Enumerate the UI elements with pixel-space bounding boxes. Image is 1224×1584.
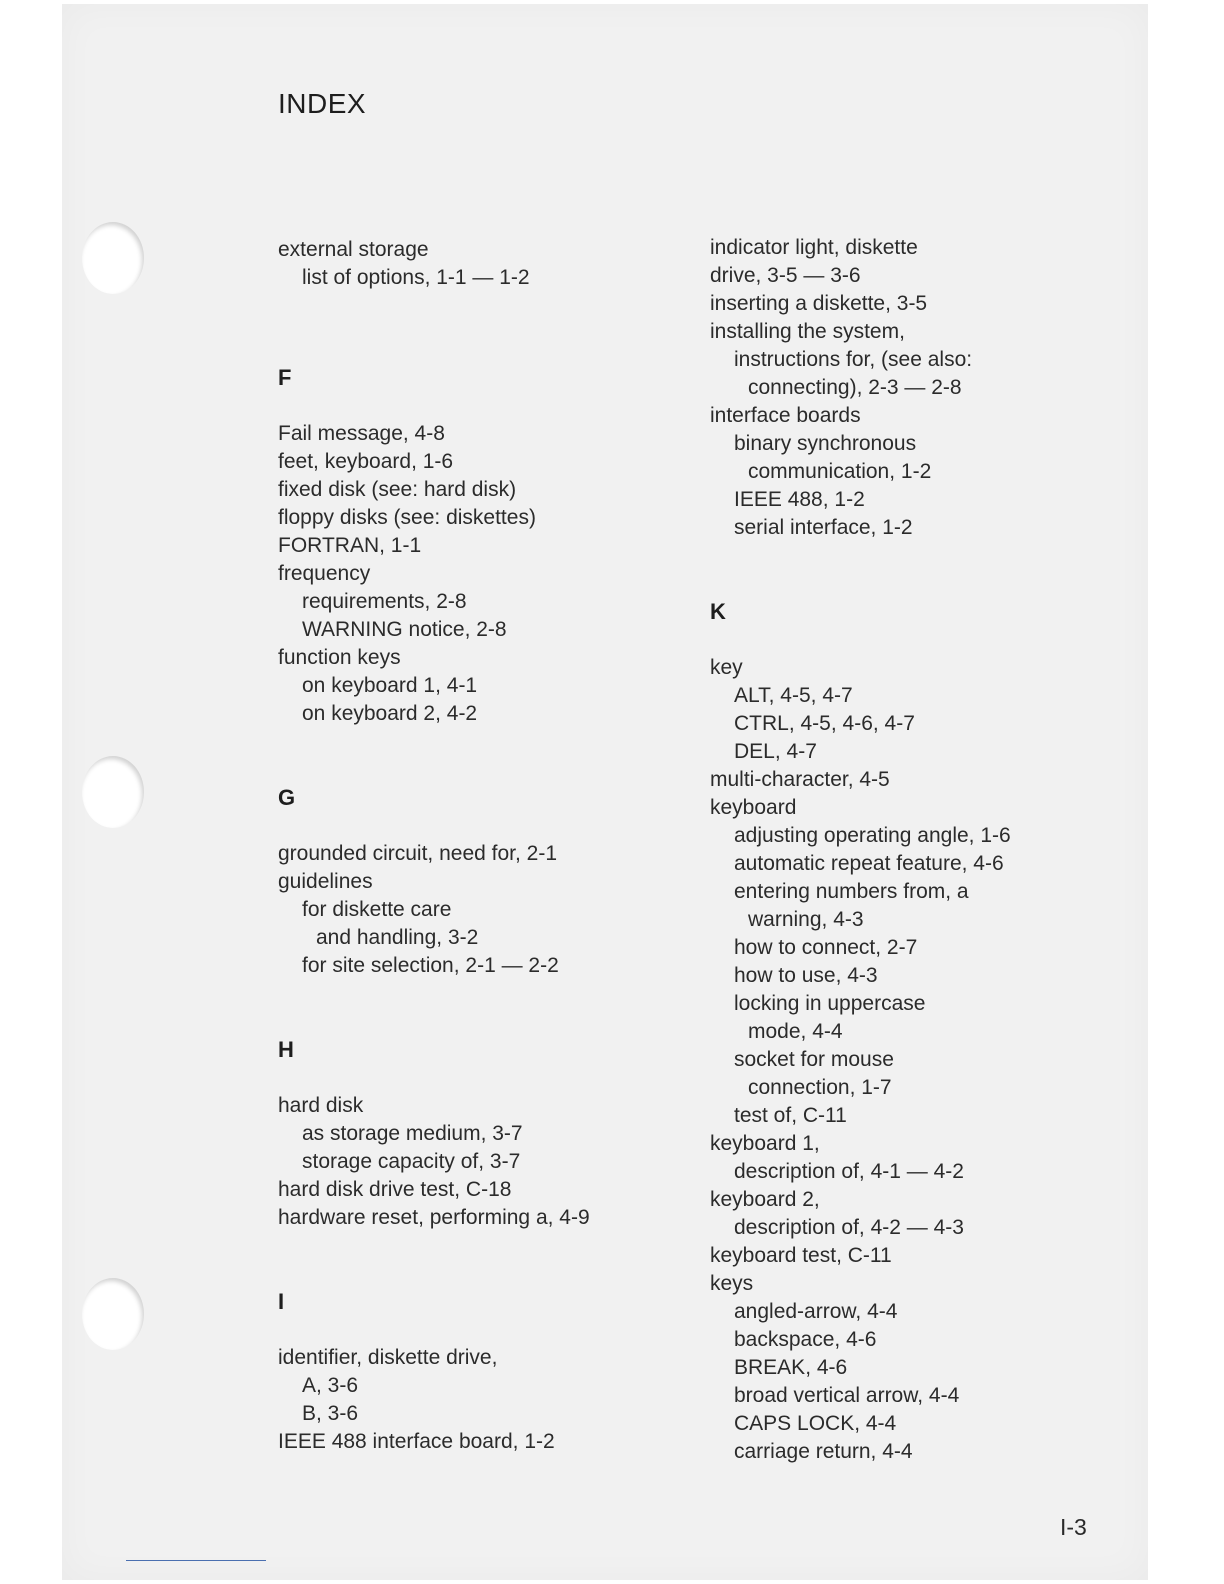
index-entry: keyboard test, C-11 — [710, 1244, 892, 1267]
index-entry: floppy disks (see: diskettes) — [278, 506, 536, 529]
index-entry: backspace, 4-6 — [734, 1328, 877, 1351]
section-letter-f: F — [278, 365, 292, 390]
index-entry: guidelines — [278, 870, 373, 893]
index-entry: identifier, diskette drive, — [278, 1346, 498, 1369]
index-entry: socket for mouse — [734, 1048, 894, 1071]
index-entry: installing the system, — [710, 320, 905, 343]
section-letter-i: I — [278, 1289, 285, 1314]
page-number: I-3 — [1060, 1514, 1087, 1540]
index-entry: fixed disk (see: hard disk) — [278, 478, 517, 501]
index-entry: FORTRAN, 1-1 — [278, 534, 422, 557]
index-entry: test of, C-11 — [734, 1104, 847, 1127]
index-entry: WARNING notice, 2-8 — [302, 618, 507, 641]
index-entry: feet, keyboard, 1-6 — [278, 450, 454, 473]
index-entry: serial interface, 1-2 — [734, 516, 913, 539]
index-entry: drive, 3-5 — 3-6 — [710, 264, 861, 287]
index-entry: interface boards — [710, 404, 861, 427]
index-entry: IEEE 488 interface board, 1-2 — [278, 1430, 555, 1453]
index-entry: key — [710, 656, 743, 679]
index-column-left — [278, 236, 678, 1456]
index-entry: for diskette care — [302, 898, 452, 921]
index-entry: keyboard — [710, 796, 797, 819]
index-group-i — [278, 1344, 678, 1456]
index-entry: DEL, 4-7 — [734, 740, 817, 763]
index-entry: list of options, 1-1 — 1-2 — [302, 266, 530, 289]
index-entry: IEEE 488, 1-2 — [734, 488, 865, 511]
index-entry: connection, 1-7 — [748, 1076, 892, 1099]
page-title: INDEX — [278, 88, 367, 119]
section-letter-h: H — [278, 1037, 294, 1062]
index-entry: binary synchronous — [734, 432, 917, 455]
index-entry: keys — [710, 1272, 754, 1295]
index-entry: entering numbers from, a — [734, 880, 969, 903]
section-letter-g: G — [278, 785, 296, 810]
index-entry: for site selection, 2-1 — 2-2 — [302, 954, 559, 977]
index-entry: how to use, 4-3 — [734, 964, 878, 987]
index-entry: hard disk drive test, C-18 — [278, 1178, 512, 1201]
index-entry: on keyboard 1, 4-1 — [302, 674, 478, 697]
index-group-f — [278, 420, 678, 728]
index-entry: frequency — [278, 562, 371, 585]
index-entry: and handling, 3-2 — [316, 926, 479, 949]
index-entry: storage capacity of, 3-7 — [302, 1150, 521, 1173]
index-entry: Fail message, 4-8 — [278, 422, 445, 445]
index-entry: connecting), 2-3 — 2-8 — [748, 376, 962, 399]
index-entry: ALT, 4-5, 4-7 — [734, 684, 853, 707]
index-entry: as storage medium, 3-7 — [302, 1122, 523, 1145]
index-column-right — [710, 234, 1110, 1466]
binder-hole-bottom — [82, 1278, 144, 1350]
index-entry: multi-character, 4-5 — [710, 768, 890, 791]
index-entry: CAPS LOCK, 4-4 — [734, 1412, 897, 1435]
index-entry: adjusting operating angle, 1-6 — [734, 824, 1011, 847]
section-letter-k: K — [710, 599, 726, 624]
index-entry: locking in uppercase — [734, 992, 926, 1015]
index-entry: broad vertical arrow, 4-4 — [734, 1384, 960, 1407]
index-entry: keyboard 2, — [710, 1188, 820, 1211]
index-group-h — [278, 1092, 678, 1232]
index-group-e-continued — [278, 236, 678, 292]
index-entry: description of, 4-1 — 4-2 — [734, 1160, 964, 1183]
index-entry: description of, 4-2 — 4-3 — [734, 1216, 964, 1239]
index-group-g — [278, 840, 678, 980]
binder-hole-middle — [82, 756, 144, 828]
index-entry: warning, 4-3 — [748, 908, 864, 931]
binder-hole-top — [82, 222, 144, 294]
index-entry: B, 3-6 — [302, 1402, 359, 1425]
index-entry: external storage — [278, 238, 429, 261]
index-entry: on keyboard 2, 4-2 — [302, 702, 478, 725]
index-group-k — [710, 654, 1110, 1466]
index-entry: instructions for, (see also: — [734, 348, 973, 371]
index-entry: requirements, 2-8 — [302, 590, 467, 613]
index-entry: BREAK, 4-6 — [734, 1356, 848, 1379]
index-entry: CTRL, 4-5, 4-6, 4-7 — [734, 712, 915, 735]
index-entry: angled-arrow, 4-4 — [734, 1300, 898, 1323]
index-entry: hard disk — [278, 1094, 364, 1117]
scan-edge-line — [126, 1560, 266, 1561]
index-entry: communication, 1-2 — [748, 460, 932, 483]
index-group-i-continued — [710, 234, 1110, 542]
index-entry: how to connect, 2-7 — [734, 936, 918, 959]
index-entry: inserting a diskette, 3-5 — [710, 292, 928, 315]
index-entry: keyboard 1, — [710, 1132, 820, 1155]
index-entry: hardware reset, performing a, 4-9 — [278, 1206, 590, 1229]
index-entry: mode, 4-4 — [748, 1020, 843, 1043]
index-entry: indicator light, diskette — [710, 236, 918, 259]
index-entry: carriage return, 4-4 — [734, 1440, 913, 1463]
index-entry: grounded circuit, need for, 2-1 — [278, 842, 558, 865]
index-entry: A, 3-6 — [302, 1374, 359, 1397]
index-entry: function keys — [278, 646, 401, 669]
index-entry: automatic repeat feature, 4-6 — [734, 852, 1004, 875]
